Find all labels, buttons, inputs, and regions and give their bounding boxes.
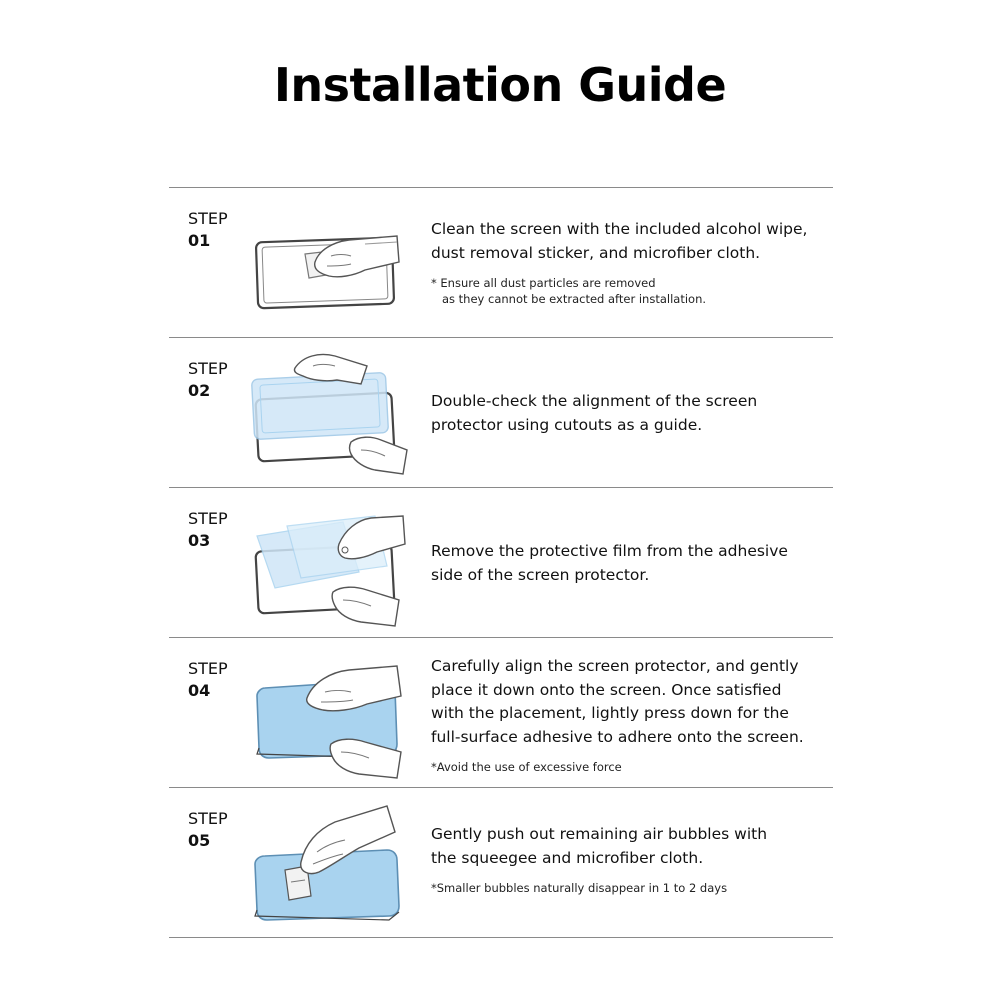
step-word: STEP	[188, 509, 228, 528]
squeegee-icon	[247, 796, 415, 930]
step-03	[169, 488, 833, 637]
instruction-line: Double-check the alignment of the screen	[431, 392, 758, 410]
step-word: STEP	[188, 359, 228, 378]
instruction-note: * Ensure all dust particles are removed as they cannot be extracted after installation.	[431, 276, 707, 306]
instruction-note: *Smaller bubbles naturally disappear in 1 to 2 days	[431, 881, 728, 895]
step-label	[188, 208, 228, 252]
film-peel-icon	[247, 496, 415, 630]
step-02-text	[431, 390, 826, 437]
step-01	[169, 188, 833, 337]
step-label	[188, 358, 228, 402]
step-number: 04	[188, 681, 211, 700]
step-word: STEP	[188, 659, 228, 678]
page-title: Installation Guide	[273, 58, 727, 112]
step-05	[169, 788, 833, 937]
divider	[169, 937, 833, 938]
step-number: 03	[188, 531, 211, 550]
step-05-text	[431, 823, 826, 896]
instruction-line: Remove the protective film from the adhesive	[431, 542, 788, 560]
instruction-line: Carefully align the screen protector, and gently	[431, 657, 799, 675]
step-number: 05	[188, 831, 211, 850]
instruction-line: full-surface adhesive to adhere onto the screen.	[431, 727, 804, 746]
instruction-line: dust removal sticker, and microfiber cloth.	[431, 243, 761, 262]
instruction-line: the squeegee and microfiber cloth.	[431, 848, 704, 867]
step-label	[188, 808, 228, 852]
step-label	[188, 508, 228, 552]
instruction-line: place it down onto the screen. Once satisfied	[431, 680, 782, 699]
step-number: 02	[188, 381, 211, 400]
step-02	[169, 338, 833, 487]
step-01-text	[431, 218, 826, 307]
instruction-line: Gently push out remaining air bubbles with	[431, 825, 768, 843]
instruction-line: protector using cutouts as a guide.	[431, 415, 703, 434]
tablet-wipe-icon	[247, 196, 415, 330]
protector-alignment-icon	[247, 346, 415, 480]
step-word: STEP	[188, 809, 228, 828]
press-down-icon	[247, 646, 415, 780]
instruction-line: side of the screen protector.	[431, 565, 650, 584]
step-number: 01	[188, 231, 211, 250]
instruction-line: Clean the screen with the included alcohol wipe,	[431, 220, 808, 238]
step-label	[188, 658, 228, 702]
step-04-text	[431, 655, 826, 775]
step-03-text	[431, 540, 826, 587]
step-word: STEP	[188, 209, 228, 228]
step-04	[169, 638, 833, 787]
instruction-note: *Avoid the use of excessive force	[431, 760, 622, 774]
instruction-line: with the placement, lightly press down for the	[431, 704, 789, 722]
